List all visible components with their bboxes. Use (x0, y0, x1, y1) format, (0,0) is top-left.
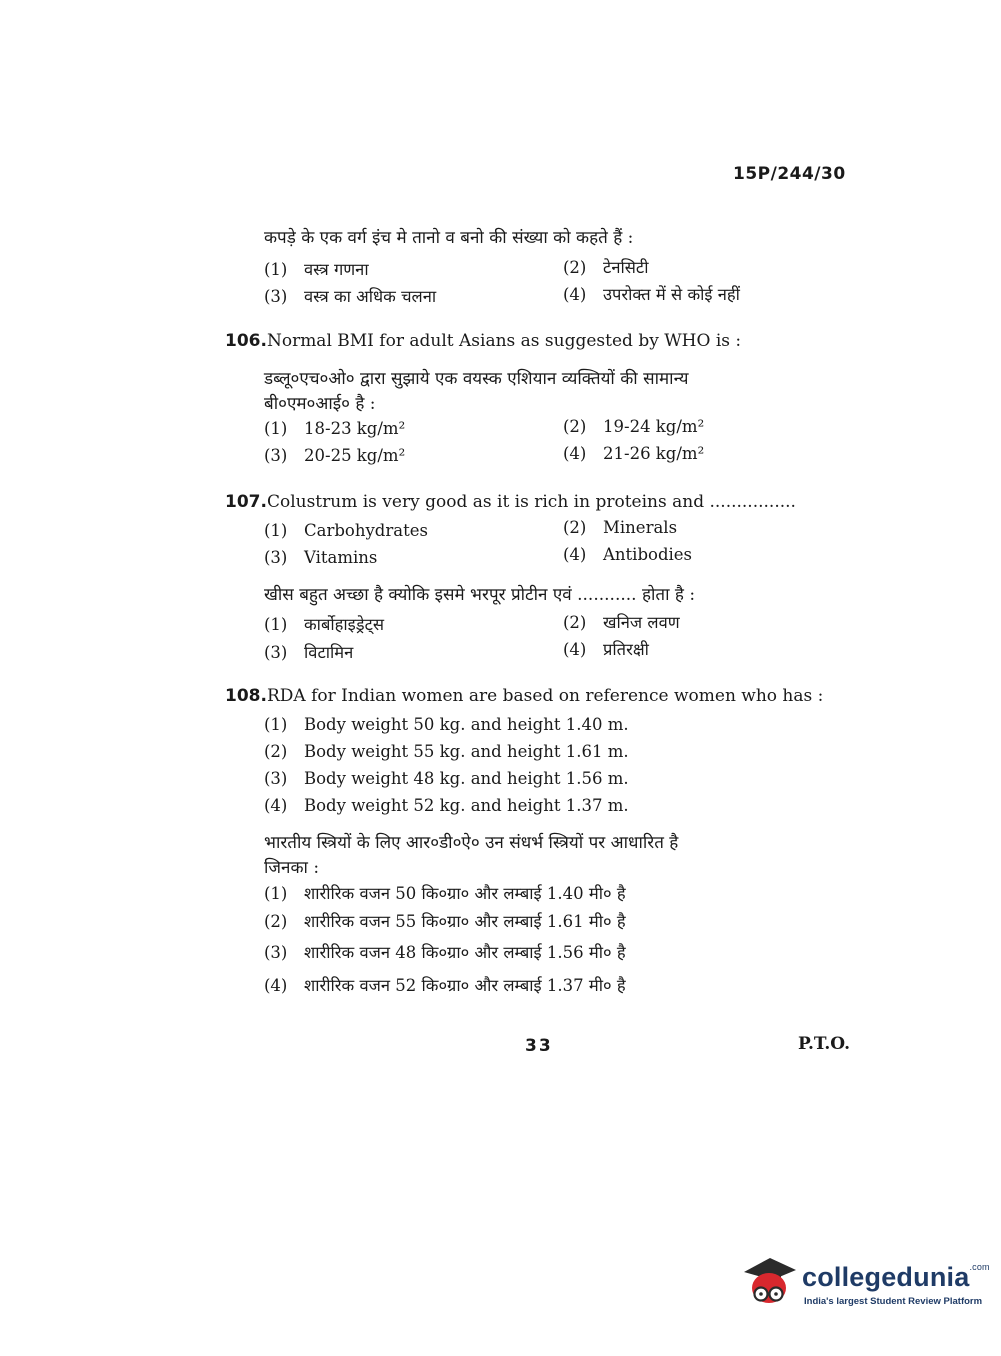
option-number: (4) (563, 444, 587, 463)
option-number: (1) (264, 884, 288, 903)
option-text: 21-26 kg/m² (603, 444, 705, 463)
option-number: (1) (264, 715, 288, 734)
q108-hindi-option-4 (264, 973, 626, 996)
question-number: 107. (225, 492, 267, 512)
option-text: शारीरिक वजन 50 कि०ग्रा० और लम्बाई 1.40 मी० है (304, 884, 626, 903)
brand-suffix: .com (969, 1262, 990, 1272)
option-text: वस्त्र गणना (304, 260, 369, 279)
option-number: (2) (563, 518, 587, 537)
option-number: (4) (563, 285, 587, 304)
brand-text: collegedunia (802, 1262, 970, 1292)
q108-option-2 (264, 742, 629, 761)
collegedunia-watermark (740, 1250, 990, 1320)
option-text: Vitamins (304, 548, 378, 567)
brand-name (802, 1262, 990, 1293)
q106-hindi-line-2: बी०एम०आई० है : (264, 394, 376, 414)
q108-hindi-line-1: भारतीय स्त्रियों के लिए आर०डी०ऐ० उन संधर्भ स्त्रियों पर आधारित है (264, 833, 679, 853)
option-number: (2) (563, 258, 587, 277)
q108-question (225, 686, 823, 706)
q108-hindi-option-1 (264, 881, 626, 904)
option-number: (4) (264, 976, 288, 995)
q105-hindi-option-3 (264, 284, 436, 307)
q107-option-2 (563, 518, 677, 537)
option-number: (3) (264, 769, 288, 788)
option-text: 19-24 kg/m² (603, 417, 705, 436)
q107-hindi-question: खीस बहुत अच्छा है क्योकि इसमे भरपूर प्रोटीन एवं ........... होता है : (264, 585, 696, 605)
q107-hindi-option-2 (563, 610, 680, 633)
q107-question (225, 492, 796, 512)
option-text: वस्त्र का अधिक चलना (304, 287, 437, 306)
option-number: (3) (264, 287, 288, 306)
q106-hindi-line-1: डब्लू०एच०ओ० द्वारा सुझाये एक वयस्क एशियान व्यक्तियों की सामान्य (264, 369, 689, 389)
option-number: (2) (563, 613, 587, 632)
brand-tagline: India's largest Student Review Platform (804, 1296, 983, 1307)
option-number: (3) (264, 446, 288, 465)
q106-option-3 (264, 446, 405, 465)
q107-option-1 (264, 521, 428, 540)
q107-option-4 (563, 545, 692, 564)
q107-hindi-option-4 (563, 637, 649, 660)
question-text: RDA for Indian women are based on reference women who has : (266, 686, 824, 706)
option-text: Antibodies (603, 545, 693, 564)
option-text: Body weight 48 kg. and height 1.56 m. (304, 769, 629, 788)
option-number: (1) (264, 615, 288, 634)
question-text: Normal BMI for adult Asians as suggested by WHO is : (266, 331, 742, 351)
q108-option-1 (264, 715, 629, 734)
q106-option-1 (264, 419, 405, 438)
mascot-icon (740, 1250, 802, 1312)
option-number: (3) (264, 643, 288, 662)
paper-code: 15P/244/30 (733, 164, 846, 184)
option-text: प्रतिरक्षी (603, 640, 649, 659)
q108-hindi-option-2 (264, 909, 626, 932)
option-text: शारीरिक वजन 55 कि०ग्रा० और लम्बाई 1.61 मी० है (304, 912, 626, 931)
option-number: (1) (264, 260, 288, 279)
q105-hindi-option-4 (563, 282, 740, 305)
question-number: 106. (225, 331, 267, 351)
q108-option-3 (264, 769, 629, 788)
option-text: 18-23 kg/m² (304, 419, 406, 438)
option-text: Minerals (603, 518, 678, 537)
option-number: (3) (264, 943, 288, 962)
option-text: खनिज लवण (603, 613, 680, 632)
q107-hindi-option-3 (264, 640, 353, 663)
option-text: 20-25 kg/m² (304, 446, 406, 465)
option-text: विटामिन (304, 643, 354, 662)
question-text: Colustrum is very good as it is rich in proteins and ................ (266, 492, 796, 512)
option-number: (3) (264, 548, 288, 567)
option-number: (4) (563, 640, 587, 659)
q105-hindi-option-2 (563, 255, 649, 278)
option-number: (2) (264, 912, 288, 931)
option-text: शारीरिक वजन 48 कि०ग्रा० और लम्बाई 1.56 मी० है (304, 943, 626, 962)
option-number: (4) (563, 545, 587, 564)
q108-option-4 (264, 796, 629, 815)
q105-hindi-option-1 (264, 257, 369, 280)
question-number: 108. (225, 686, 267, 706)
option-number: (1) (264, 521, 288, 540)
q106-option-2 (563, 417, 704, 436)
q105-hindi-question: कपड़े के एक वर्ग इंच मे तानो व बनो की संख्या को कहते हैं : (264, 228, 634, 248)
option-text: उपरोक्त में से कोई नहीं (603, 285, 740, 304)
option-number: (2) (563, 417, 587, 436)
q108-hindi-option-3 (264, 940, 626, 963)
option-text: कार्बोहाइड्रेट्स (304, 615, 385, 634)
option-number: (4) (264, 796, 288, 815)
option-number: (1) (264, 419, 288, 438)
option-text: टेनसिटी (603, 258, 649, 277)
q108-hindi-line-2: जिनका : (264, 858, 320, 878)
q106-question (225, 331, 741, 351)
q107-hindi-option-1 (264, 612, 384, 635)
page-number: 33 (525, 1036, 553, 1056)
option-number: (2) (264, 742, 288, 761)
option-text: Carbohydrates (304, 521, 428, 540)
q107-option-3 (264, 548, 377, 567)
pto-label: P.T.O. (798, 1034, 850, 1054)
option-text: शारीरिक वजन 52 कि०ग्रा० और लम्बाई 1.37 मी० है (304, 976, 626, 995)
option-text: Body weight 55 kg. and height 1.61 m. (304, 742, 629, 761)
q106-option-4 (563, 444, 704, 463)
option-text: Body weight 52 kg. and height 1.37 m. (304, 796, 629, 815)
option-text: Body weight 50 kg. and height 1.40 m. (304, 715, 629, 734)
